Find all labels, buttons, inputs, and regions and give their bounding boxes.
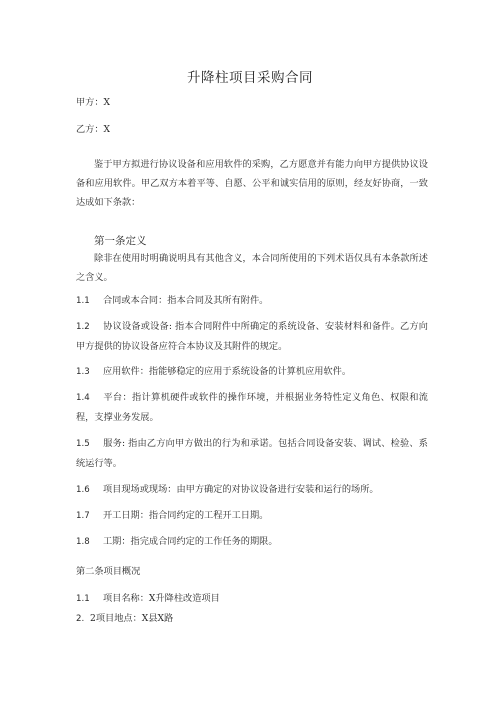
project-item bbox=[76, 589, 428, 609]
item-text: 协议设备或设备: 指本合同附件中所确定的系统设备、安装材料和备件。乙方向甲方提供的协议设备应符合本协议及其附件的规定。 bbox=[76, 321, 428, 352]
item-text: 工期：指完成合同约定的工作任务的期限。 bbox=[103, 536, 278, 547]
item-number: 1.2 bbox=[76, 322, 90, 332]
item-number: 1.8 bbox=[76, 537, 90, 547]
definition-item bbox=[76, 532, 428, 552]
definition-item bbox=[76, 388, 428, 427]
section-1-intro: 除非在使用时明确说明具有其他含义，本合同所使用的下列术语仅具有本条款所述之含义。 bbox=[76, 253, 428, 283]
item-text: 项目名称：X升降柱改造项目 bbox=[103, 593, 220, 604]
item-text: 应用软件：指能够稳定的应用于系统设备的计算机应用软件。 bbox=[103, 366, 352, 377]
item-number: 1.3 bbox=[76, 367, 90, 377]
document-title: 升降柱项目采购合同 bbox=[187, 70, 313, 86]
party-b: 乙方：X bbox=[76, 124, 111, 135]
item-text: 开工日期：指合同约定的工程开工日期。 bbox=[103, 510, 269, 521]
item-number: 2. bbox=[76, 614, 85, 624]
item-text: 服务: 指由乙方向甲方做出的行为和承诺。包括合同设备安装、调试、检验、系统运行等。 bbox=[76, 438, 428, 469]
party-a: 甲方：X bbox=[76, 97, 111, 108]
definition-item bbox=[76, 480, 428, 500]
definition-item bbox=[76, 506, 428, 526]
item-number: 1.1 bbox=[76, 296, 90, 306]
definition-item bbox=[76, 291, 428, 311]
item-number: 1.7 bbox=[76, 511, 90, 521]
item-number: 1.5 bbox=[76, 439, 90, 449]
item-text: 合同或本合同：指本合同及其所有附件。 bbox=[103, 295, 269, 306]
section-1-heading: 第一条定义 bbox=[94, 235, 147, 247]
preamble-paragraph: 鉴于甲方拟进行协议设备和应用软件的采购，乙方愿意并有能力向甲方提供协议设备和应用软件。甲乙双方本着平等、自愿、公平和诚实信用的原则，经友好协商，一致达成如下条款： bbox=[76, 159, 428, 208]
definition-item bbox=[76, 317, 428, 356]
project-item bbox=[76, 609, 428, 629]
section-2-heading: 第二条项目概况 bbox=[76, 566, 141, 577]
item-text: 2项目地点：X县X路 bbox=[90, 613, 174, 624]
item-text: 平台：指计算机硬件或软件的操作环境，并根据业务特性定义角色、权限和流程，支撑业务发展。 bbox=[76, 392, 428, 423]
item-number: 1.1 bbox=[76, 594, 90, 604]
item-number: 1.6 bbox=[76, 485, 90, 495]
definition-item bbox=[76, 434, 428, 473]
item-number: 1.4 bbox=[76, 393, 90, 403]
item-text: 项目现场或现场：由甲方确定的对协议设备进行安装和运行的场所。 bbox=[103, 484, 379, 495]
definition-item bbox=[76, 362, 428, 382]
